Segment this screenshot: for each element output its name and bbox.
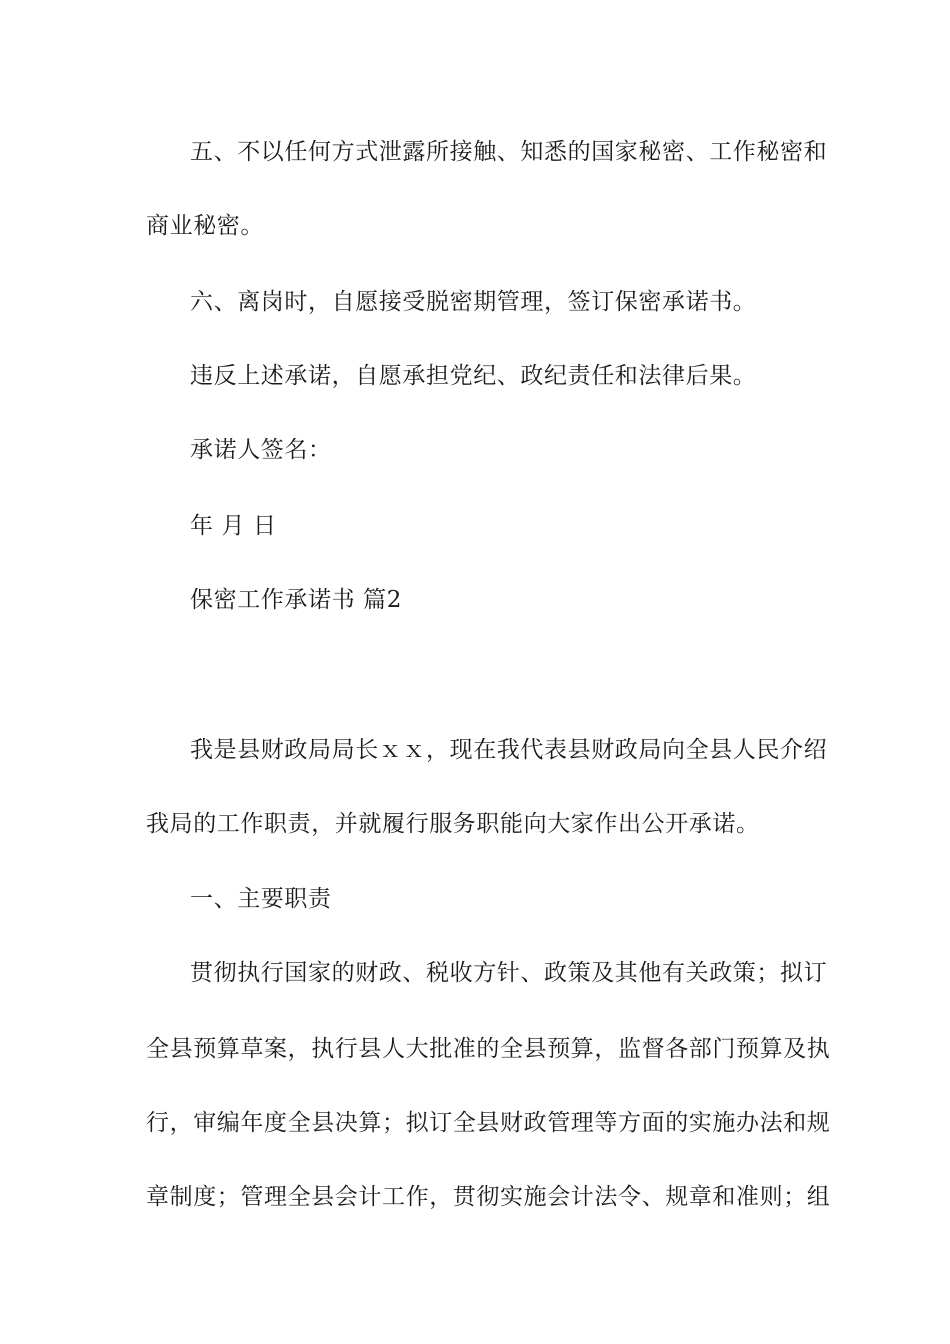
paragraph-line: 违反上述承诺，自愿承担党纪、政纪责任和法律后果。	[190, 363, 757, 389]
paragraph-line: 行，审编年度全县决算；拟订全县财政管理等方面的实施办法和规	[146, 1110, 831, 1136]
paragraph-line: 商业秘密。	[146, 213, 264, 239]
section-heading: 保密工作承诺书 篇2	[190, 587, 402, 613]
date-line: 年 月 日	[190, 513, 277, 539]
subsection-heading: 一、主要职责	[190, 886, 332, 912]
paragraph-line: 章制度；管理全县会计工作，贯彻实施会计法令、规章和准则；组	[146, 1184, 831, 1210]
paragraph-line: 五、不以任何方式泄露所接触、知悉的国家秘密、工作秘密和	[190, 139, 828, 165]
paragraph-line: 贯彻执行国家的财政、税收方针、政策及其他有关政策；拟订	[190, 960, 828, 986]
paragraph-line: 我局的工作职责，并就履行服务职能向大家作出公开承诺。	[146, 811, 760, 837]
paragraph-line: 我是县财政局局长ｘｘ，现在我代表县财政局向全县人民介绍	[190, 737, 828, 763]
signature-label: 承诺人签名：	[190, 437, 332, 463]
paragraph-line: 六、离岗时，自愿接受脱密期管理，签订保密承诺书。	[190, 289, 757, 315]
paragraph-line: 全县预算草案，执行县人大批准的全县预算，监督各部门预算及执	[146, 1036, 831, 1062]
